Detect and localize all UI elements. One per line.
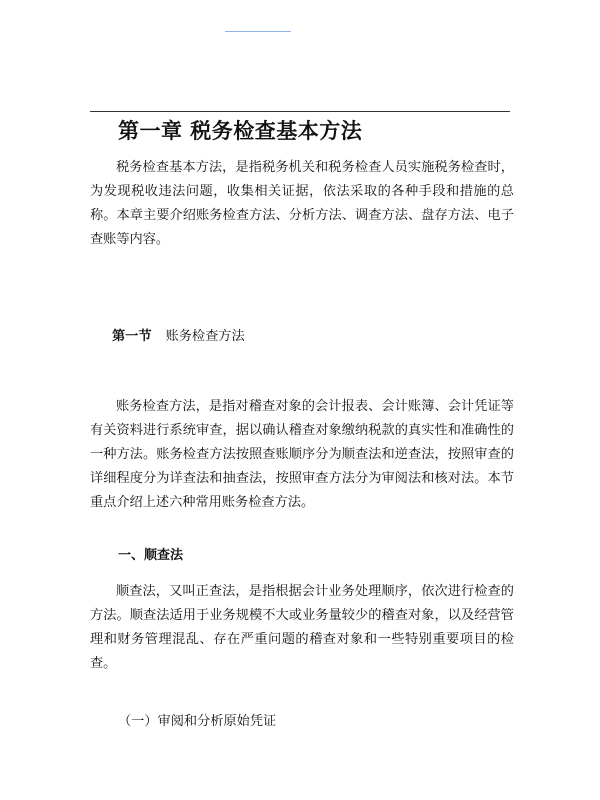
section-intro-paragraph: 账务检查方法，是指对稽查对象的会计报表、会计账簿、会计凭证等有关资料进行系统审查，据以确认稽查对象缴纳税款的真实性和准确性的一种方法。账务检查方法按照查账顺序分为顺查法和逆查法，按照审查的详细程度分为详查法和抽查法，按照审查方法分为审阅法和核对法。本节重点介绍上述六种常用账务检查方法。 <box>90 399 514 510</box>
chapter-intro-paragraph: 税务检查基本方法，是指税务机关和税务检查人员实施税务检查时，为发现税收违法问题，收集相关证据，依法采取的各种手段和措施的总称。本章主要介绍账务检查方法、分析方法、调查方法、盘存方法、电子查账等内容。 <box>90 160 514 247</box>
subsection-title: 一、顺查法 <box>118 548 184 563</box>
section-heading <box>112 325 245 344</box>
subsubsection-title: （一）审阅和分析原始凭证 <box>118 714 277 729</box>
section-number: 第一节 <box>112 329 152 344</box>
chapter-title: 第一章 税务检查基本方法 <box>118 118 363 143</box>
header-rule <box>90 111 510 112</box>
section-title: 账务检查方法 <box>165 329 245 344</box>
subsection-body-paragraph: 顺查法，又叫正查法，是指根据会计业务处理顺序，依次进行检查的方法。顺查法适用于业务规模不大或业务量较少的稽查对象，以及经营管理和财务管理混乱、存在严重问题的稽查对象和一些特别重要项目的检查。 <box>90 584 514 671</box>
top-link-underline <box>225 31 291 32</box>
